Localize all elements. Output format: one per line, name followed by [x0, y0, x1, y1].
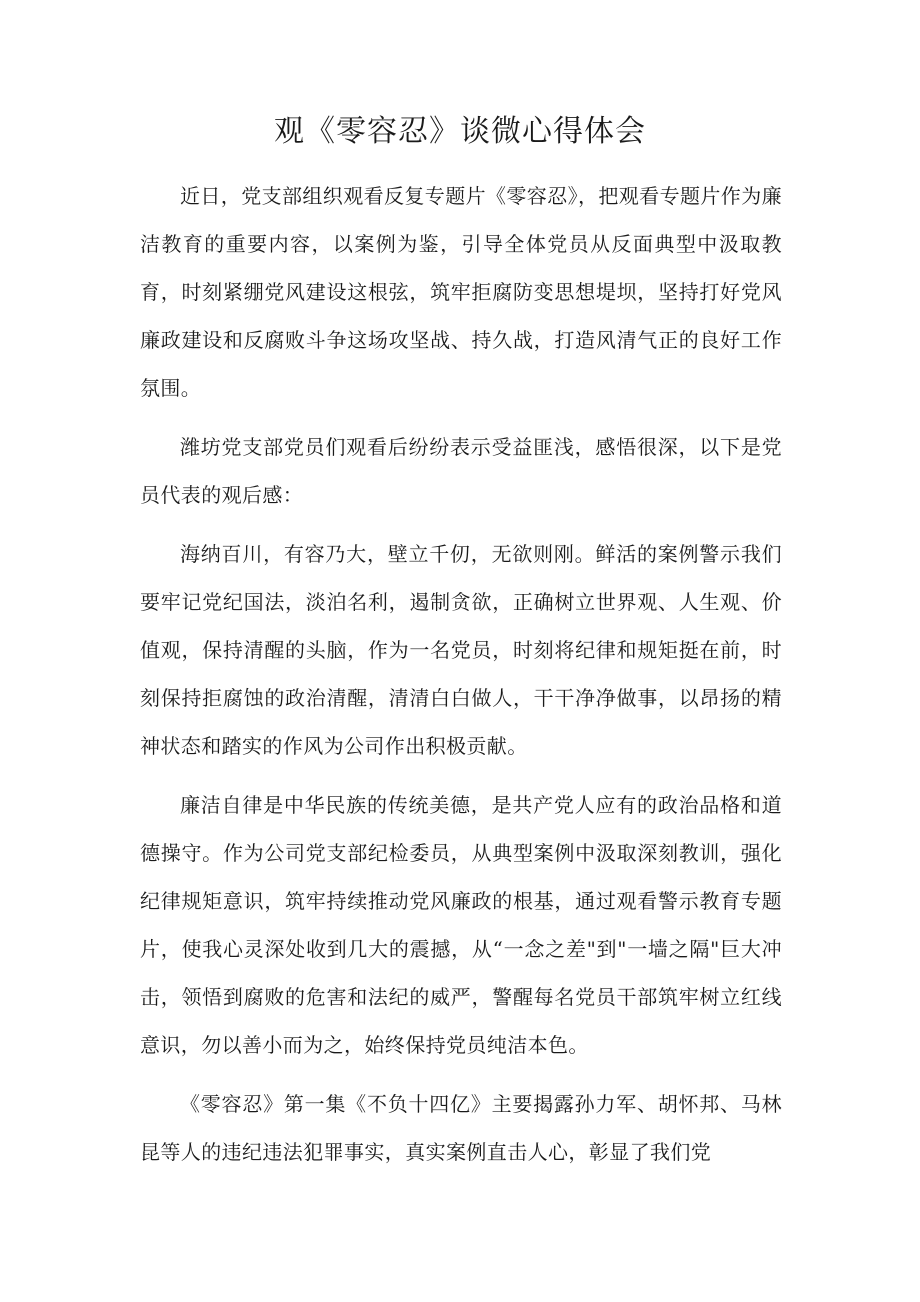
paragraph-1: 近日，党支部组织观看反复专题片《零容忍》，把观看专题片作为廉洁教育的重要内容，以案例为鉴，引导全体党员从反面典型中汲取教育，时刻紧绷党风建设这根弦，筑牢拒腐防变思想堤坝，坚持打好党风廉政建设和反腐败斗争这场攻坚战、持久战，打造风清气正的良好工作氛围。 [140, 184, 782, 400]
document-body [140, 172, 782, 1187]
paragraph-3: 海纳百川，有容乃大，壁立千仞，无欲则刚。鲜活的案例警示我们要牢记党纪国法，淡泊名利，遏制贪欲，正确树立世界观、人生观、价值观，保持清醒的头脑，作为一名党员，时刻将纪律和规矩挺在前，时刻保持拒腐蚀的政治清醒，清清白白做人，干干净净做事，以昂扬的精神状态和踏实的作风为公司作出积极贡献。 [140, 542, 782, 758]
document-title: 观《零容忍》谈微心得体会 [274, 114, 646, 149]
paragraph-5: 《零容忍》第一集《不负十四亿》主要揭露孙力军、胡怀邦、马林昆等人的违纪违法犯罪事实，真实案例直击人心，彰显了我们党 [140, 1092, 782, 1164]
paragraph-2: 潍坊党支部党员们观看后纷纷表示受益匪浅，感悟很深，以下是党员代表的观后感： [140, 435, 782, 507]
paragraph-4: 廉洁自律是中华民族的传统美德，是共产党人应有的政治品格和道德操守。作为公司党支部纪检委员，从典型案例中汲取深刻教训，强化纪律规矩意识，筑牢持续推动党风廉政的根基，通过观看警示教育专题片，使我心灵深处收到几大的震撼，从“一念之差"到"一墙之隔"巨大冲击，领悟到腐败的危害和法纪的威严，警醒每名党员干部筑牢树立红线意识，勿以善小而为之，始终保持党员纯洁本色。 [140, 793, 782, 1057]
